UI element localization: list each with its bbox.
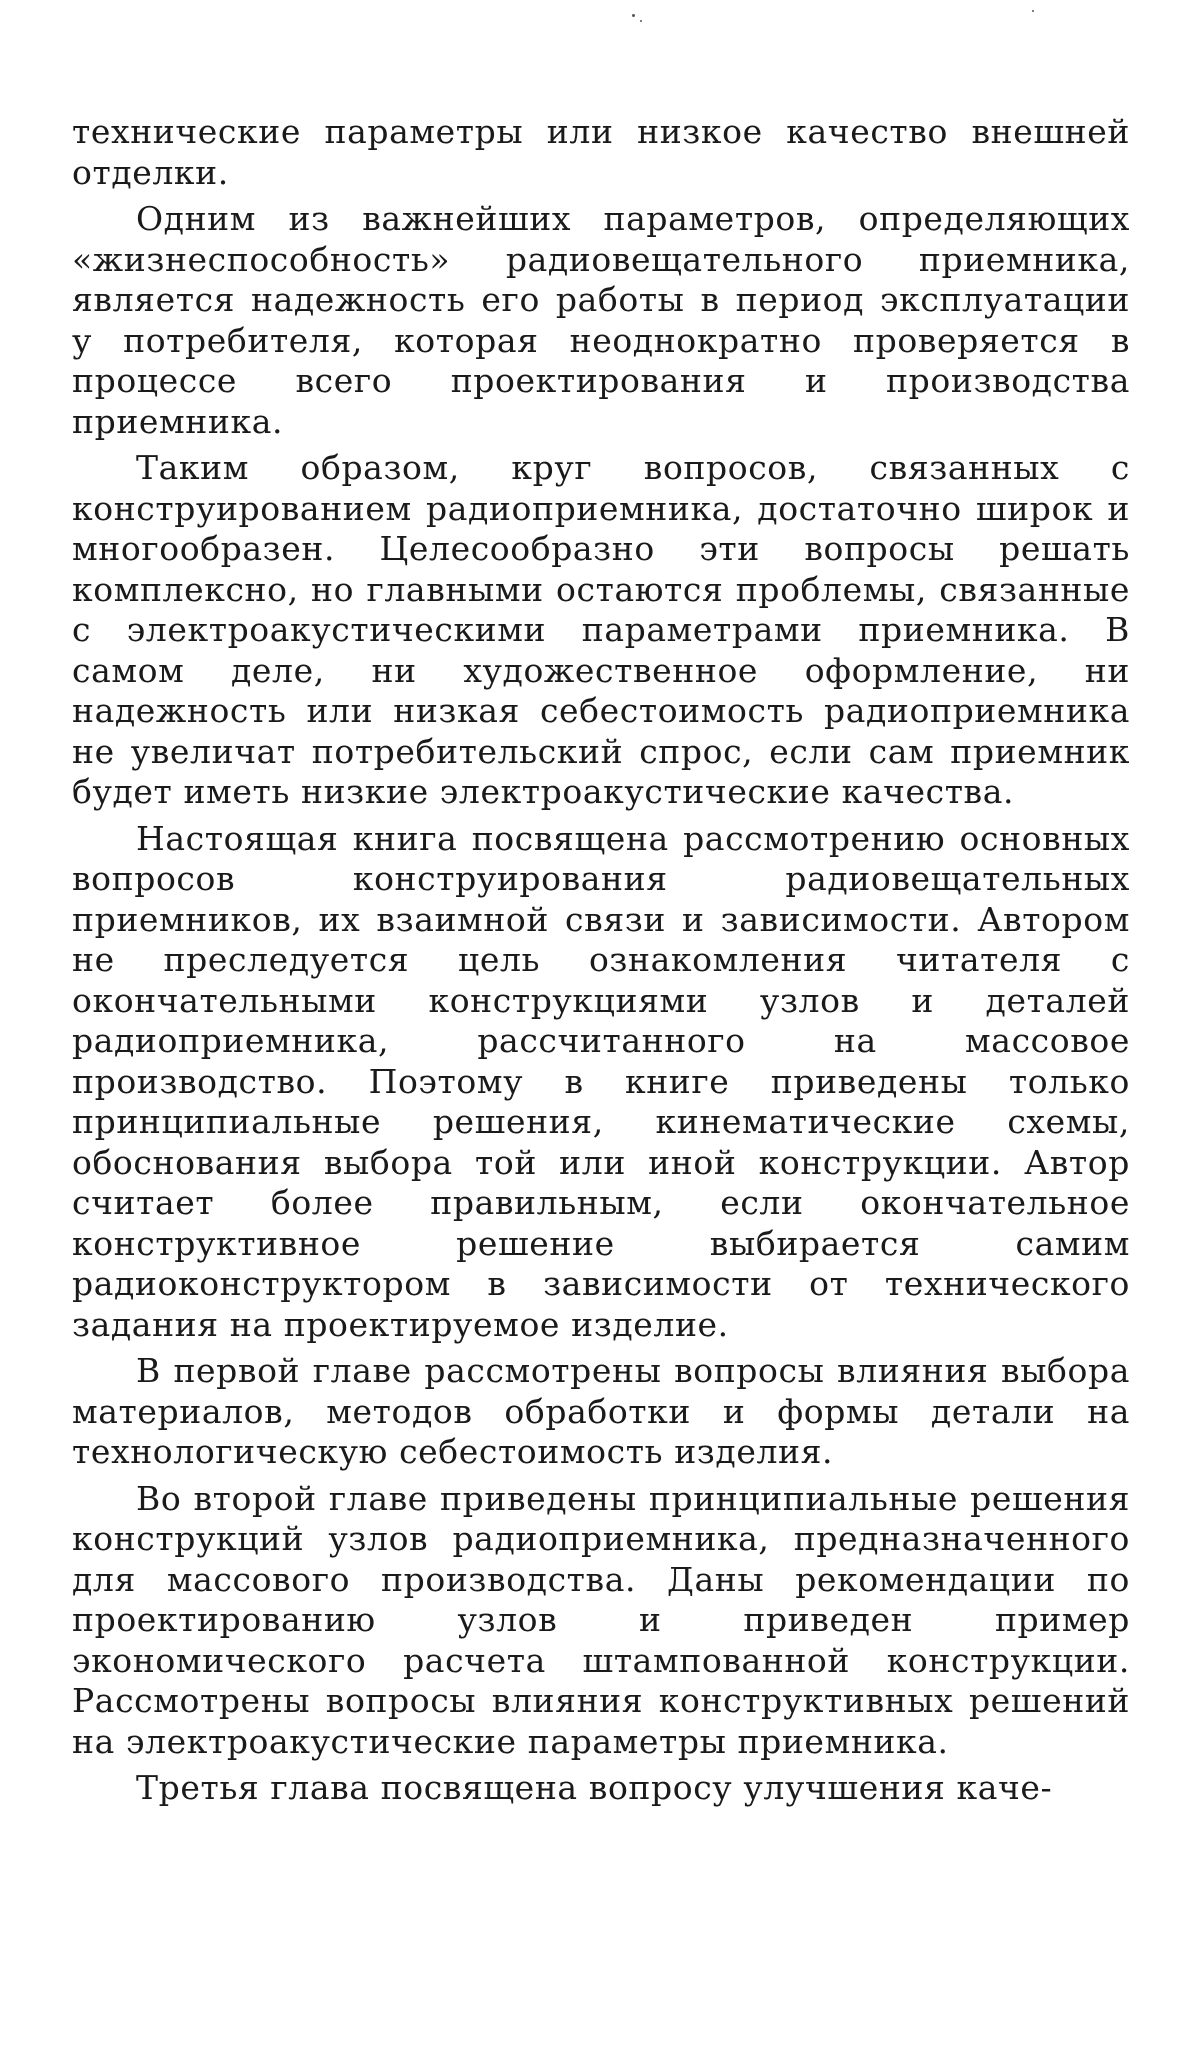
paragraph-reliability: Одним из важнейших параметров, определяющих «жизнеспособность» радиовещательного приемника, является надежность его работы в период эксплуатации у потребителя, которая неоднократно проверяется в процессе всего проектирования и производства приемника. (72, 199, 1130, 441)
scan-speck (640, 20, 642, 22)
paragraph-chapter-three: Третья глава посвящена вопросу улучшения каче- (136, 1768, 1053, 1807)
paragraph-book-purpose: Настоящая книга посвящена рассмотрению основных вопросов конструирования радиовещательных приемников, их взаимной связи и зависимости. Автором не преследуется цель ознакомления читателя с окончательными конструкциями узлов и деталей радиоприемника, рассчитанного на массовое производство. Поэтому в книге приведены только принципиальные решения, кинематические схемы, обоснования выбора той или иной конструкции. Автор считает более правильным, если окончательное конструктивное решение выбирается самим радиоконструктором в зависимости от технического задания на проектируемое изделие. (72, 818, 1130, 1344)
scan-speck (632, 14, 635, 17)
paragraph-chapter-one: В первой главе рассмотрены вопросы влияния выбора материалов, методов обработки и формы детали на технологическую себестоимость изделия. (72, 1351, 1130, 1471)
paragraph-design-issues: Таким образом, круг вопросов, связанных с конструированием радиоприемника, достаточно широк и многообразен. Целесообразно эти вопросы решать комплексно, но главными остаются проблемы, связанные с электроакустическими параметрами приемника. В самом деле, ни художественное оформление, ни надежность или низкая себестоимость радиоприемника не увеличат потребительский спрос, если сам приемник будет иметь низкие электроакустические качества. (72, 448, 1130, 811)
paragraph-continuation: технические параметры или низкое качество внешней отделки. (72, 112, 1130, 192)
book-page-text (72, 112, 1130, 1815)
paragraph-chapter-two: Во второй главе приведены принципиальные решения конструкций узлов радиоприемника, предназначенного для массового производства. Даны рекомендации по проектированию узлов и приведен пример экономического расчета штампованной конструкции. Рассмотрены вопросы влияния конструктивных решений на электроакустические параметры приемника. (72, 1478, 1130, 1761)
scan-speck (1032, 10, 1034, 12)
